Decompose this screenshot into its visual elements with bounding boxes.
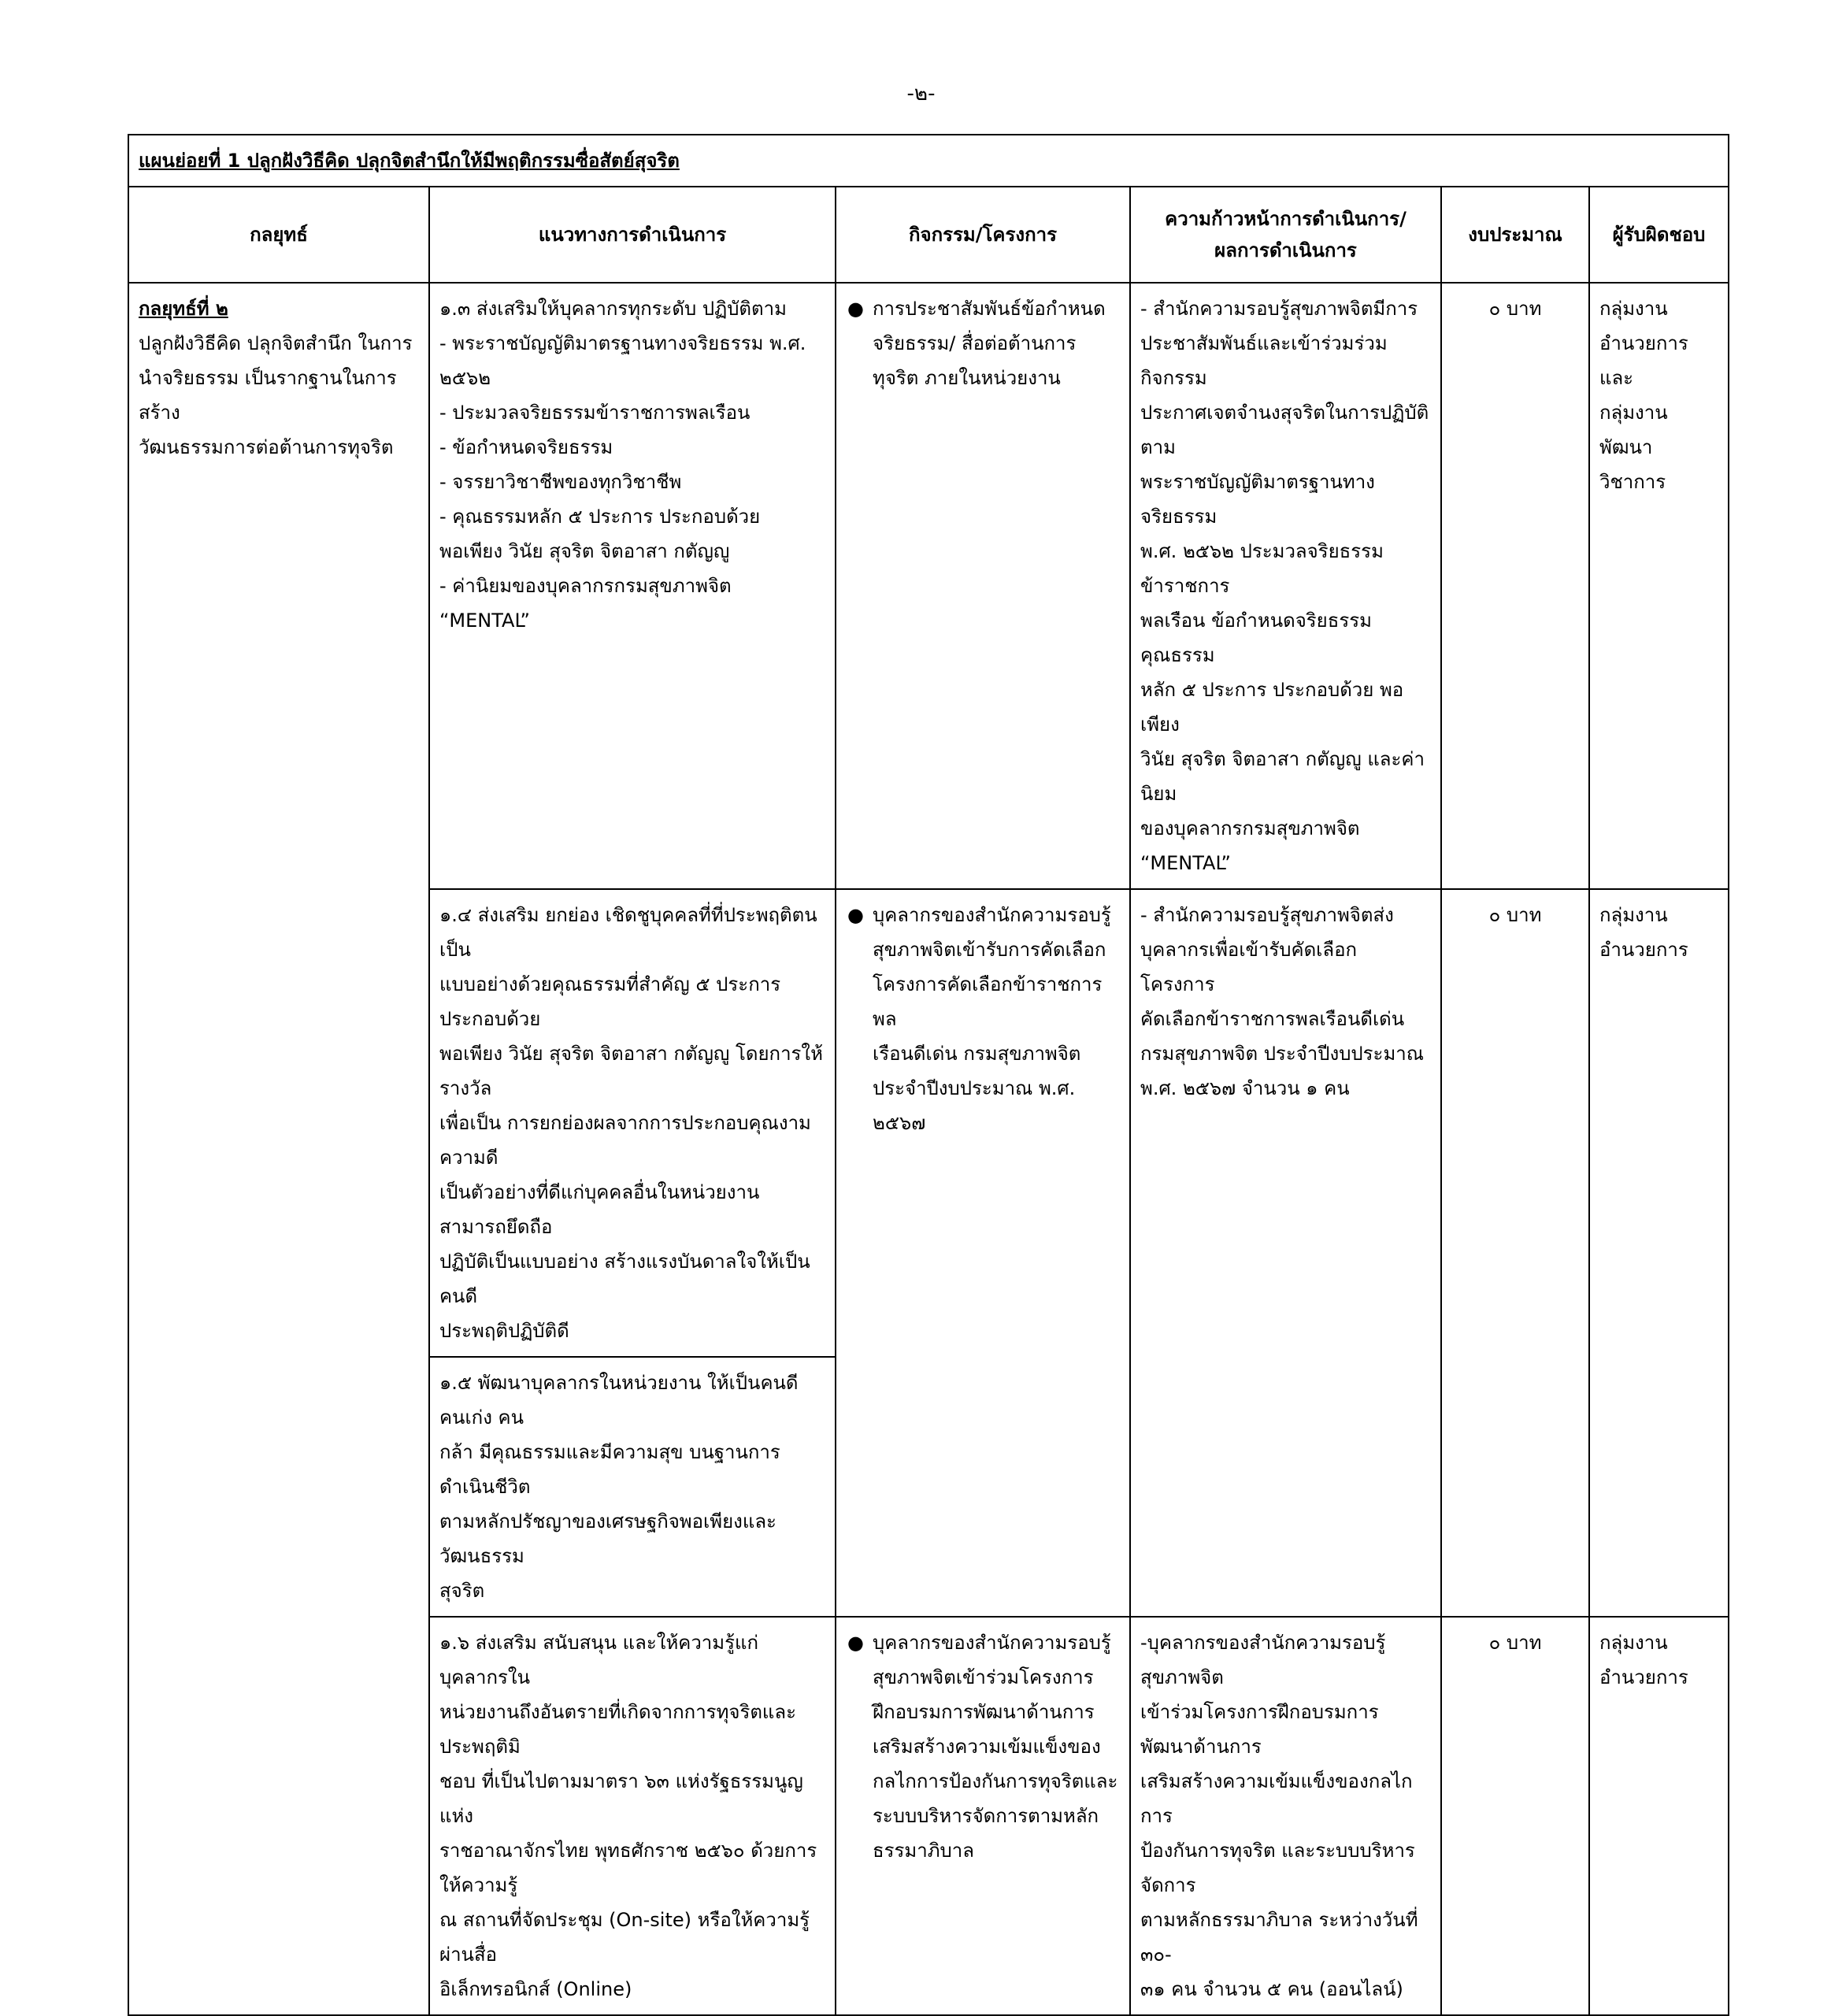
activity-item	[846, 1625, 1120, 1868]
budget-cell: ๐ บาท	[1441, 889, 1589, 1617]
plan-table	[128, 134, 1729, 2016]
table-row	[128, 283, 1729, 889]
approach-line: - คุณธรรมหลัก ๕ ประการ ประกอบด้วย	[439, 506, 761, 528]
progress-line: - สำนักความรอบรู้สุขภาพจิตส่ง	[1140, 904, 1394, 926]
approach-line: - ค่านิยมของบุคลากรกรมสุขภาพจิต “MENTAL”	[439, 575, 732, 632]
activity-line: กลไกการป้องกันการทุจริตและ	[873, 1770, 1118, 1792]
header-approach: แนวทางการดำเนินการ	[429, 187, 836, 283]
progress-cell	[1130, 1617, 1441, 2015]
header-progress-line1: ความก้าวหน้าการดำเนินการ/	[1165, 208, 1407, 230]
approach-line: เพื่อเป็น การยกย่องผลจากการประกอบคุณงามความดี	[439, 1112, 811, 1169]
progress-line: เสริมสร้างความเข้มแข็งของกลไกการ	[1140, 1770, 1413, 1827]
progress-line: พระราชบัญญัติมาตรฐานทางจริยธรรม	[1140, 471, 1375, 528]
plan-title: แผนย่อยที่ 1 ปลูกฝังวิธีคิด ปลุกจิตสำนึกให้มีพฤติกรรมซื่อสัตย์สุจริต	[139, 150, 680, 172]
approach-line: แบบอย่างด้วยคุณธรรมที่สำคัญ ๕ ประการ ประกอบด้วย	[439, 973, 781, 1030]
approach-line: หน่วยงานถึงอันตรายที่เกิดจากการทุจริตและประพฤติมิ	[439, 1701, 796, 1758]
progress-line: วินัย สุจริต จิตอาสา กตัญญู และค่านิยม	[1140, 748, 1425, 805]
activity-cell	[836, 283, 1130, 889]
activity-line: เรือนดีเด่น กรมสุขภาพจิต	[873, 1043, 1081, 1065]
activity-line: ระบบบริหารจัดการตามหลัก	[873, 1805, 1099, 1827]
activity-line: จริยธรรม/ สื่อต่อต้านการ	[873, 332, 1077, 354]
approach-line: พอเพียง วินัย สุจริต จิตอาสา กตัญญู โดยการให้รางวัล	[439, 1043, 823, 1099]
responsible-line: กลุ่มงาน	[1599, 1632, 1668, 1654]
responsible-line: กลุ่มงาน	[1599, 904, 1668, 926]
approach-line: - จรรยาวิชาชีพของทุกวิชาชีพ	[439, 471, 682, 493]
progress-line: หลัก ๕ ประการ ประกอบด้วย พอเพียง	[1140, 679, 1404, 736]
approach-line: ราชอาณาจักรไทย พุทธศักราช ๒๕๖๐ ด้วยการให้ความรู้	[439, 1840, 817, 1896]
header-activity: กิจกรรม/โครงการ	[836, 187, 1130, 283]
activity-line: ประจำปีงบประมาณ พ.ศ.	[873, 1077, 1076, 1099]
activity-line: โครงการคัดเลือกข้าราชการพล	[873, 973, 1103, 1030]
responsible-cell	[1589, 283, 1729, 889]
header-row	[128, 187, 1729, 283]
approach-line: กล้า มีคุณธรรมและมีความสุข บนฐานการดำเนินชีวิต	[439, 1441, 780, 1498]
approach-line: ๑.๕ พัฒนาบุคลากรในหน่วยงาน ให้เป็นคนดี คนเก่ง คน	[439, 1372, 799, 1429]
header-progress	[1130, 187, 1441, 283]
activity-line: เสริมสร้างความเข้มแข็งของ	[873, 1736, 1101, 1758]
approach-line: ชอบ ที่เป็นไปตามมาตรา ๖๓ แห่งรัฐธรรมนูญแห่ง	[439, 1770, 803, 1827]
progress-cell	[1130, 889, 1441, 1617]
progress-line: พลเรือน ข้อกำหนดจริยธรรม คุณธรรม	[1140, 610, 1372, 666]
approach-cell	[429, 1357, 836, 1617]
approach-line: ๑.๓ ส่งเสริมให้บุคลากรทุกระดับ ปฏิบัติตาม	[439, 298, 787, 320]
activity-line: ฝึกอบรมการพัฒนาด้านการ	[873, 1701, 1095, 1723]
approach-line: พอเพียง วินัย สุจริต จิตอาสา กตัญญู	[439, 540, 730, 562]
progress-line: ตามหลักธรรมาภิบาล ระหว่างวันที่ ๓๐-	[1140, 1909, 1418, 1966]
progress-line: กรมสุขภาพจิต ประจำปีงบประมาณ	[1140, 1043, 1425, 1065]
responsible-cell	[1589, 1617, 1729, 2015]
header-progress-line2: ผลการดำเนินการ	[1214, 239, 1357, 261]
header-responsible: ผู้รับผิดชอบ	[1589, 187, 1729, 283]
page-number: -๒-	[906, 82, 936, 106]
progress-line: ประกาศเจตจำนงสุจริตในการปฏิบัติตาม	[1140, 402, 1429, 458]
strategy-title: กลยุทธ์ที่ ๒	[139, 298, 228, 320]
strategy-line: นำจริยธรรม เป็นรากฐานในการสร้าง	[139, 367, 397, 424]
approach-cell	[429, 283, 836, 889]
activity-line: ทุจริต ภายในหน่วยงาน	[873, 367, 1061, 389]
responsible-line: อำนวยการและ	[1599, 332, 1688, 389]
approach-cell	[429, 889, 836, 1357]
responsible-line: วิชาการ	[1599, 471, 1666, 493]
progress-line: - สำนักความรอบรู้สุขภาพจิตมีการ	[1140, 298, 1418, 320]
approach-line: เป็นตัวอย่างที่ดีแก่บุคคลอื่นในหน่วยงานสามารถยึดถือ	[439, 1181, 760, 1238]
plan-title-cell	[128, 135, 1729, 187]
responsible-line: อำนวยการ	[1599, 939, 1688, 961]
activity-line: ธรรมาภิบาล	[873, 1840, 974, 1862]
bullet-icon: ●	[847, 298, 864, 320]
header-strategy: กลยุทธ์	[128, 187, 429, 283]
approach-line: ประพฤติปฏิบัติดี	[439, 1320, 569, 1342]
approach-line: ๒๕๖๒	[439, 367, 491, 389]
progress-line: ประชาสัมพันธ์และเข้าร่วมร่วมกิจกรรม	[1140, 332, 1388, 389]
progress-line: ป้องกันการทุจริต และระบบบริหารจัดการ	[1140, 1840, 1415, 1896]
bullet-icon: ●	[847, 904, 864, 926]
approach-line: - พระราชบัญญัติมาตรฐานทางจริยธรรม พ.ศ.	[439, 332, 806, 354]
activity-cell	[836, 1617, 1130, 2015]
progress-line: บุคลากรเพื่อเข้ารับคัดเลือกโครงการ	[1140, 939, 1358, 995]
approach-line: ตามหลักปรัชญาของเศรษฐกิจพอเพียงและวัฒนธรรม	[439, 1510, 776, 1567]
progress-line: ๓๑ คน จำนวน ๕ คน (ออนไลน์)	[1140, 1978, 1403, 2000]
progress-line: พ.ศ. ๒๕๖๒ ประมวลจริยธรรมข้าราชการ	[1140, 540, 1384, 597]
activity-line: บุคลากรของสำนักความรอบรู้	[873, 1632, 1111, 1654]
header-budget: งบประมาณ	[1441, 187, 1589, 283]
approach-line: อิเล็กทรอนิกส์ (Online)	[439, 1978, 632, 2000]
activity-item	[846, 291, 1120, 395]
progress-line: พ.ศ. ๒๕๖๗ จำนวน ๑ คน	[1140, 1077, 1350, 1099]
activity-line: สุขภาพจิตเข้าร่วมโครงการ	[873, 1666, 1094, 1688]
approach-line: ๑.๔ ส่งเสริม ยกย่อง เชิดชูบุคคลที่ที่ประพฤติตนเป็น	[439, 904, 817, 961]
progress-line: ของบุคลากรกรมสุขภาพจิต “MENTAL”	[1140, 817, 1360, 874]
activity-item	[846, 898, 1120, 1140]
activity-cell	[836, 889, 1130, 1617]
activity-line: สุขภาพจิตเข้ารับการคัดเลือก	[873, 939, 1106, 961]
activity-line: ๒๕๖๗	[873, 1112, 926, 1134]
budget-cell: ๐ บาท	[1441, 1617, 1589, 2015]
progress-line: เข้าร่วมโครงการฝึกอบรมการพัฒนาด้านการ	[1140, 1701, 1379, 1758]
bullet-icon: ●	[847, 1632, 864, 1654]
approach-line: ๑.๖ ส่งเสริม สนับสนุน และให้ความรู้แก่บุคลากรใน	[439, 1632, 758, 1688]
progress-line: -บุคลากรของสำนักความรอบรู้สุขภาพจิต	[1140, 1632, 1386, 1688]
approach-line: ปฏิบัติเป็นแบบอย่าง สร้างแรงบันดาลใจให้เป็นคนดี	[439, 1251, 810, 1307]
activity-line: การประชาสัมพันธ์ข้อกำหนด	[873, 298, 1106, 320]
activity-line: บุคลากรของสำนักความรอบรู้	[873, 904, 1111, 926]
responsible-line: อำนวยการ	[1599, 1666, 1688, 1688]
progress-cell	[1130, 283, 1441, 889]
budget-cell: ๐ บาท	[1441, 283, 1589, 889]
responsible-cell	[1589, 889, 1729, 1617]
strategy-cell	[128, 283, 429, 2015]
approach-line: - ข้อกำหนดจริยธรรม	[439, 436, 613, 458]
approach-line: - ประมวลจริยธรรมข้าราชการพลเรือน	[439, 402, 751, 424]
responsible-line: กลุ่มงานพัฒนา	[1599, 402, 1668, 458]
approach-cell	[429, 1617, 836, 2015]
strategy-line: ปลูกฝังวิธีคิด ปลุกจิตสำนึก ในการ	[139, 332, 413, 354]
approach-line: สุจริต	[439, 1580, 485, 1602]
strategy-line: วัฒนธรรมการต่อต้านการทุจริต	[139, 436, 394, 458]
approach-line: ณ สถานที่จัดประชุม (On-site) หรือให้ความรู้ผ่านสื่อ	[439, 1909, 810, 1966]
responsible-line: กลุ่มงาน	[1599, 298, 1668, 320]
plan-title-row	[128, 135, 1729, 187]
progress-line: คัดเลือกข้าราชการพลเรือนดีเด่น	[1140, 1008, 1405, 1030]
